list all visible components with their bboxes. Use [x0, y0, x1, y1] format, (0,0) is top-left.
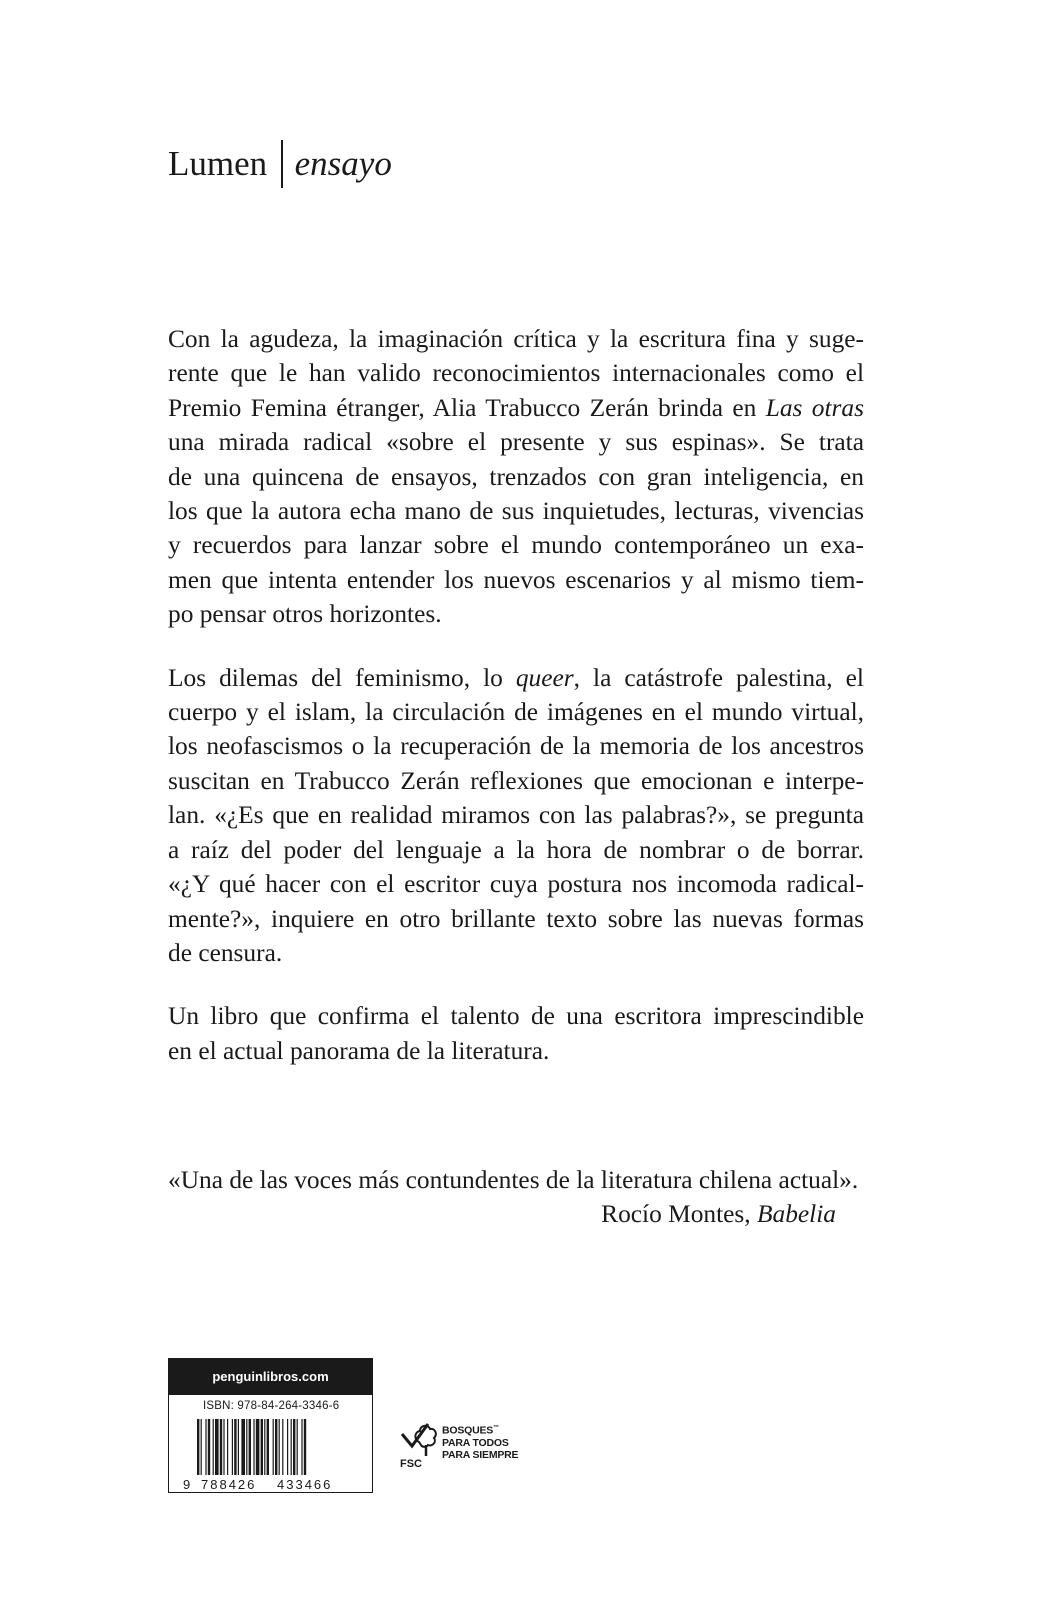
barcode-bar	[261, 1419, 263, 1475]
fsc-tm: ™	[493, 1425, 499, 1431]
fsc-line-1	[442, 1422, 518, 1437]
barcode-bar	[304, 1419, 306, 1475]
text-line: de una quincena de ensayos, trenzados con gran inteligencia, en	[168, 462, 864, 491]
text-line: suscitan en Trabucco Zerán reflexiones que emocionan e interpe-	[168, 766, 864, 795]
text-line	[168, 391, 864, 425]
text-line: de censura.	[168, 938, 283, 967]
barcode-bar	[197, 1419, 199, 1475]
imprint-header	[168, 140, 392, 188]
text-line: y recuerdos para lanzar sobre el mundo contemporáneo un exa-	[168, 531, 864, 560]
quote-author: Rocío Montes,	[601, 1200, 758, 1228]
blurb	[168, 322, 864, 1097]
barcode-bar	[279, 1419, 280, 1475]
barcode-bar	[234, 1419, 236, 1475]
text-segment: Los dilemas del feminismo, lo	[168, 663, 516, 692]
barcode-bar	[232, 1419, 233, 1475]
barcode-bar	[241, 1419, 245, 1475]
barcode-bar	[273, 1419, 274, 1475]
barcode-bar	[201, 1419, 202, 1475]
text-line: en el actual panorama de la literatura.	[168, 1036, 550, 1065]
publisher-name: Lumen	[168, 144, 268, 183]
text-line: a raíz del poder del lenguaje a la hora de nombrar o de borrar.	[168, 835, 864, 864]
fsc-slogan	[442, 1422, 518, 1461]
barcode-bar	[246, 1419, 247, 1475]
barcode-bar	[293, 1419, 295, 1475]
barcode-digit-first: 9	[183, 1477, 191, 1492]
text-line: los que la autora echa mano de sus inquietudes, lecturas, vivencias	[168, 497, 864, 526]
text-line: «¿Y qué hacer con el escritor cuya postura nos incomoda radical-	[168, 870, 864, 899]
blurb-paragraph-1	[168, 322, 864, 632]
barcode-icon	[169, 1419, 374, 1493]
blurb-paragraph-3	[168, 999, 864, 1068]
barcode-bar	[297, 1419, 298, 1475]
barcode-box	[168, 1358, 373, 1493]
barcode-bar	[291, 1419, 292, 1475]
text-line: rente que le han valido reconocimientos internacionales como el	[168, 359, 864, 388]
fsc-logo	[398, 1420, 548, 1470]
barcode-bar	[249, 1419, 251, 1475]
text-line: Un libro que confirma el talento de una escritora imprescindible	[168, 1002, 864, 1031]
barcode-bar	[215, 1419, 219, 1475]
barcode-bar	[238, 1419, 239, 1475]
series-name: ensayo	[294, 144, 392, 183]
fsc-bosques: BOSQUES	[442, 1424, 494, 1437]
tree-check-icon	[398, 1420, 440, 1458]
barcode-bar	[282, 1419, 283, 1475]
barcode-bar	[208, 1419, 210, 1475]
book-title: Las otras	[765, 393, 864, 422]
barcode-bar	[253, 1419, 254, 1475]
text-line: una mirada radical «sobre el presente y sus espinas». Se trata	[168, 428, 864, 457]
barcode-bar	[275, 1419, 277, 1475]
quote-text: «Una de las voces más contundentes de la literatura chilena actual».	[168, 1166, 859, 1194]
publisher-website: penguinlibros.com	[169, 1359, 372, 1395]
text-line: cuerpo y el islam, la circulación de imágenes en el mundo virtual,	[168, 698, 864, 727]
fsc-line-2: PARA TODOS	[442, 1436, 509, 1449]
barcode-bar	[264, 1419, 265, 1475]
italic-term: queer	[515, 663, 574, 692]
text-line: los neofascismos o la recuperación de la memoria de los ancestros	[168, 732, 864, 761]
barcode-bar	[213, 1419, 214, 1475]
fsc-line-3: PARA SIEMPRE	[442, 1448, 519, 1461]
barcode-bar	[205, 1419, 206, 1475]
barcode-bar	[287, 1419, 288, 1475]
text-segment: Premio Femina étranger, Alia Trabucco Zerán brinda en	[168, 393, 766, 422]
text-line: lan. «¿Es que en realidad miramos con las palabras?», se pregunta	[168, 801, 864, 830]
text-segment: , la catástrofe palestina, el	[573, 663, 864, 692]
text-line: po pensar otros horizontes.	[168, 600, 442, 629]
barcode-bar	[267, 1419, 269, 1475]
barcode-bar	[301, 1419, 302, 1475]
quote-source: Babelia	[757, 1200, 836, 1228]
barcode-digits-right: 433466	[277, 1477, 333, 1492]
barcode-bar	[223, 1419, 224, 1475]
barcode-bar	[256, 1419, 260, 1475]
review-quote	[168, 1163, 868, 1231]
text-line: Con la agudeza, la imaginación crítica y la escritura fina y suge-	[168, 325, 864, 353]
imprint-divider	[281, 140, 283, 188]
barcode-bar	[220, 1419, 222, 1475]
text-line	[168, 661, 864, 695]
barcode-digits-left: 788426	[201, 1477, 257, 1492]
isbn-label: ISBN: 978-84-264-3346-6	[203, 1400, 340, 1412]
barcode-bar	[227, 1419, 228, 1475]
fsc-label: FSC	[400, 1458, 422, 1470]
text-line: mente?», inquiere en otro brillante texto sobre las nuevas formas	[168, 904, 864, 933]
text-line: men que intenta entender los nuevos escenarios y al mismo tiem-	[168, 565, 864, 594]
quote-attribution	[168, 1197, 868, 1231]
blurb-paragraph-2	[168, 661, 864, 971]
